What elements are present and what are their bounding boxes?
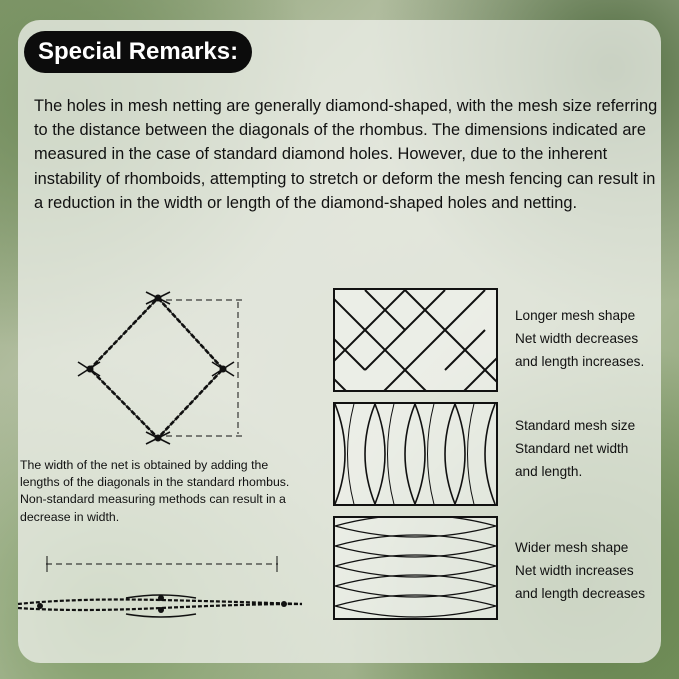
mesh-pattern-icon [333, 288, 498, 392]
mesh-label-standard: Standard mesh size Standard net width and length. [515, 418, 636, 480]
diagram-caption: The width of the net is obtained by adding the lengths of the diagonals in the standard rhombus. Non-standard measuring methods can result in a decrease in width. [20, 458, 290, 524]
intro-paragraph: The holes in mesh netting are generally diamond-shaped, with the mesh size referring to the distance between the diagonals of the rhombus. The dimensions indicated are measured in the case of standard diamond holes. However, due to the inherent instability of rhomboids, attempting to stretch or deform the mesh fencing can result in a reduction in the width or length of the diamond-shaped holes and netting. [34, 97, 658, 212]
page-title: Special Remarks: [24, 31, 252, 73]
stretched-net-icon [16, 552, 306, 622]
mesh-pattern-icon [333, 516, 498, 620]
mesh-label-longer: Longer mesh shape Net width decreases and length increases. [515, 308, 645, 370]
rhombus-diagram-icon [70, 288, 260, 448]
mesh-label-wider: Wider mesh shape Net width increases and length decreases [515, 540, 645, 602]
mesh-pattern-icon [333, 402, 498, 506]
